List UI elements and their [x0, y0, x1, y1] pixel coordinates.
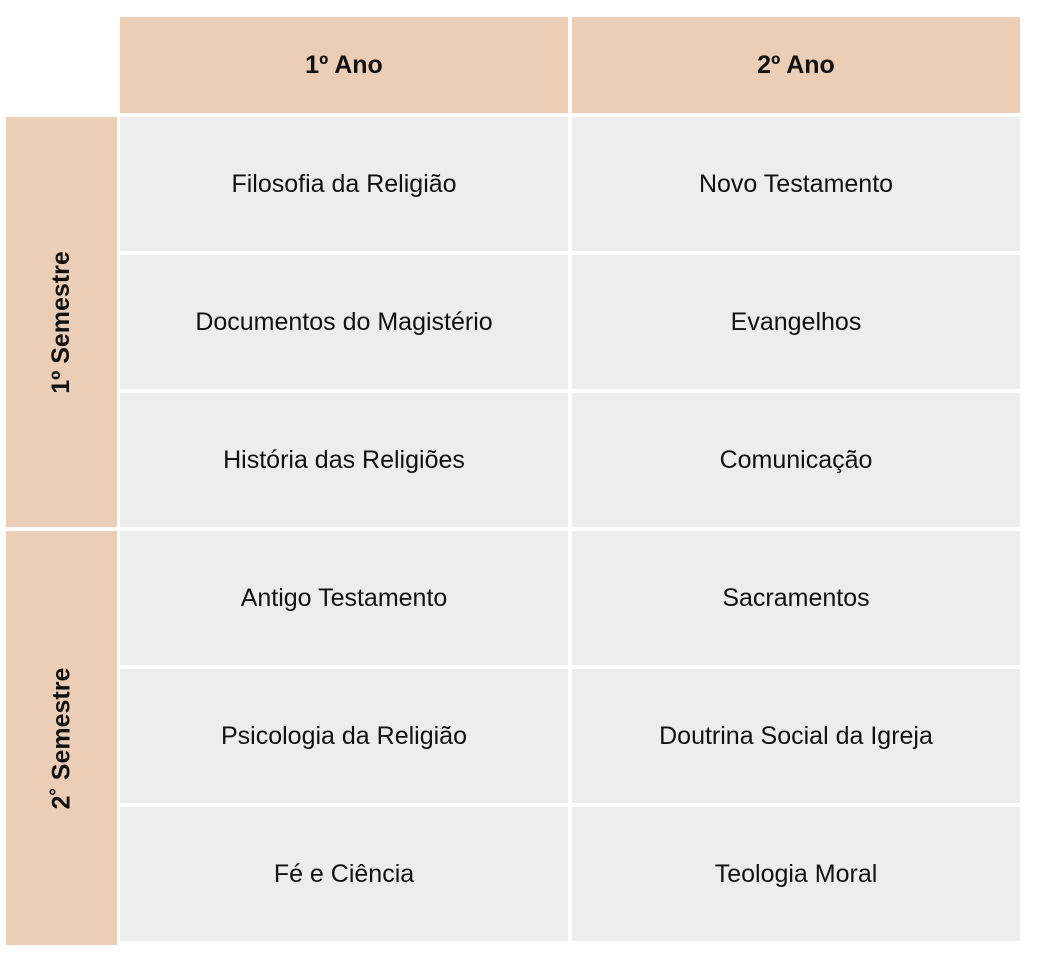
cell-text: Teologia Moral	[714, 859, 878, 888]
cell-text: Psicologia da Religião	[221, 721, 467, 750]
cell-text: Comunicação	[719, 445, 873, 474]
row-header-label: 1º Semestre	[47, 250, 75, 394]
row-header-semester-1	[6, 117, 117, 527]
table-cell	[120, 393, 568, 527]
column-header-year-1	[120, 17, 568, 113]
table-cell	[572, 393, 1020, 527]
table-cell	[572, 255, 1020, 389]
cell-text: Fé e Ciência	[273, 859, 415, 888]
cell-text: Novo Testamento	[698, 169, 894, 198]
cell-text: Doutrina Social da Igreja	[659, 721, 933, 750]
cell-text: Evangelhos	[730, 307, 862, 336]
table-cell	[572, 531, 1020, 665]
column-header-year-2	[572, 17, 1020, 113]
table-cell	[120, 255, 568, 389]
table-cell	[572, 807, 1020, 941]
cell-text: Filosofia da Religião	[231, 169, 457, 198]
cell-text: Sacramentos	[722, 583, 870, 612]
table-cell	[572, 669, 1020, 803]
table-cell	[120, 669, 568, 803]
column-header-label: 2º Ano	[757, 50, 835, 79]
table-cell	[572, 117, 1020, 251]
table-cell	[120, 807, 568, 941]
table-cell	[120, 531, 568, 665]
row-header-semester-2	[6, 531, 117, 945]
table-cell	[120, 117, 568, 251]
column-header-label: 1º Ano	[305, 50, 383, 79]
row-header-label: 2˚ Semestre	[47, 667, 75, 809]
cell-text: História das Religiões	[223, 445, 465, 474]
cell-text: Documentos do Magistério	[195, 307, 493, 336]
cell-text: Antigo Testamento	[240, 583, 448, 612]
